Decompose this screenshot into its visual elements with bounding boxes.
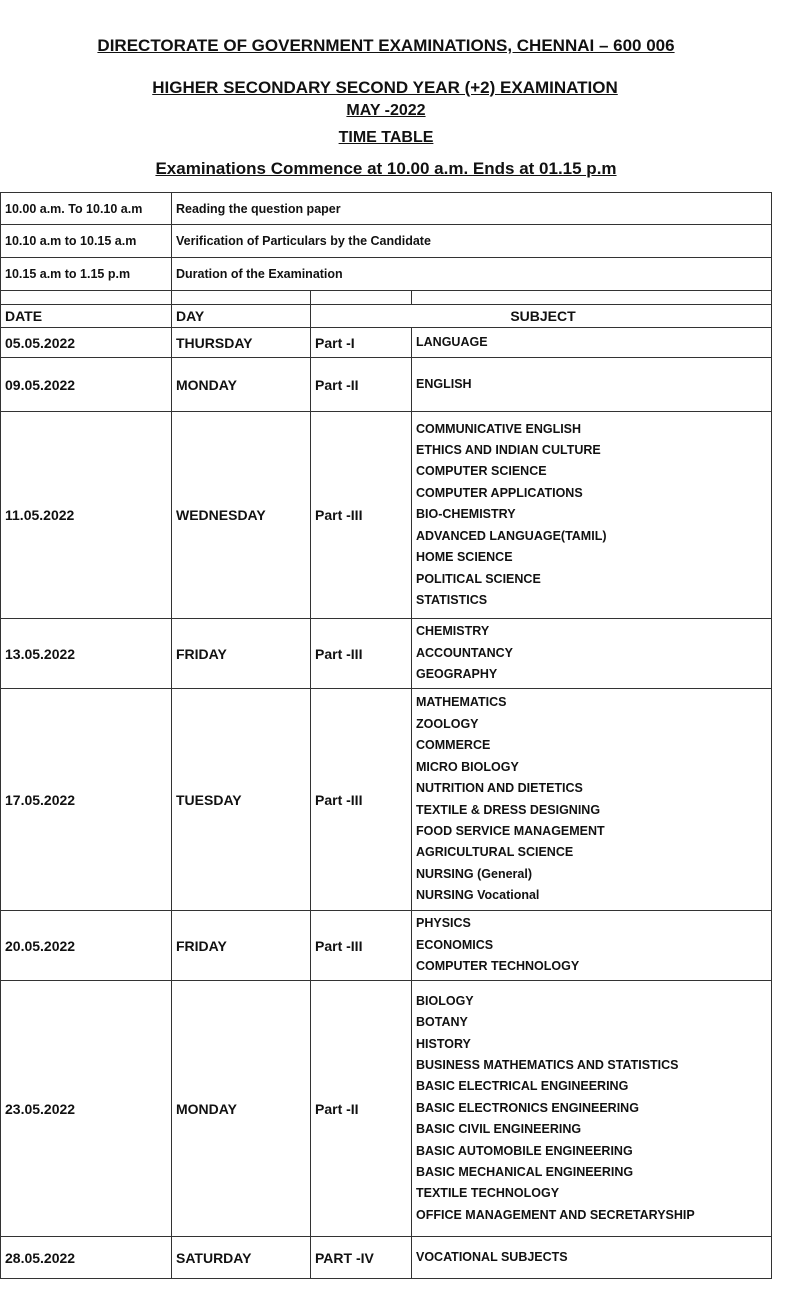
spacer-row [1, 291, 772, 305]
exam-day: FRIDAY [172, 911, 311, 981]
subject-name: NURSING (General) [416, 866, 532, 881]
time-table-title: TIME TABLE [338, 129, 434, 146]
subject-name: HISTORY [416, 1036, 471, 1051]
subject-name: BASIC ELECTRICAL ENGINEERING [416, 1079, 629, 1094]
exam-part: Part -III [311, 412, 412, 619]
subject-name: POLITICAL SCIENCE [416, 571, 541, 586]
schedule-row [1, 1237, 772, 1279]
subject-name: OFFICE MANAGEMENT AND SECRETARYSHIP [416, 1207, 695, 1222]
exam-date: 23.05.2022 [1, 981, 172, 1237]
time-slot-row [1, 193, 772, 225]
subject-name: BASIC MECHANICAL ENGINEERING [416, 1165, 634, 1180]
subject-name: STATISTICS [416, 592, 488, 607]
subject-name: FOOD SERVICE MANAGEMENT [416, 823, 605, 838]
subject-name: TEXTILE & DRESS DESIGNING [416, 802, 601, 817]
exam-part: Part -III [311, 911, 412, 981]
exam-part: Part -I [311, 328, 412, 358]
exam-day: THURSDAY [172, 328, 311, 358]
exam-part: Part -II [311, 981, 412, 1237]
schedule-body [1, 328, 772, 1279]
subject-name: LANGUAGE [416, 334, 488, 349]
subject-name: GEOGRAPHY [416, 667, 498, 682]
session-heading: MAY -2022 [346, 102, 426, 119]
subject-name: TEXTILE TECHNOLOGY [416, 1186, 560, 1201]
exam-timing-heading: Examinations Commence at 10.00 a.m. Ends at 01.15 p.m [155, 159, 617, 178]
time-slot-activity: Verification of Particulars by the Candidate [172, 225, 772, 258]
exam-subjects [412, 412, 772, 619]
subject-name: BASIC AUTOMOBILE ENGINEERING [416, 1143, 633, 1158]
subject-name: COMPUTER TECHNOLOGY [416, 959, 580, 974]
subject-name: ENGLISH [416, 376, 472, 391]
subject-name: PHYSICS [416, 916, 471, 931]
exam-part: Part -III [311, 619, 412, 689]
schedule-row [1, 328, 772, 358]
exam-day: SATURDAY [172, 1237, 311, 1279]
exam-part: PART -IV [311, 1237, 412, 1279]
schedule-row [1, 412, 772, 619]
exam-day: FRIDAY [172, 619, 311, 689]
subject-name: BIO-CHEMISTRY [416, 507, 516, 522]
exam-day: MONDAY [172, 358, 311, 412]
exam-subjects [412, 689, 772, 911]
schedule-row [1, 981, 772, 1237]
subject-name: COMPUTER APPLICATIONS [416, 485, 583, 500]
exam-date: 17.05.2022 [1, 689, 172, 911]
exam-date: 20.05.2022 [1, 911, 172, 981]
subject-name: CHEMISTRY [416, 624, 490, 639]
schedule-row [1, 358, 772, 412]
schedule-row [1, 619, 772, 689]
subject-name: BOTANY [416, 1015, 468, 1030]
time-slot-time: 10.00 a.m. To 10.10 a.m [1, 193, 172, 225]
time-slot-row [1, 258, 772, 291]
subject-name: COMMUNICATIVE ENGLISH [416, 421, 582, 436]
subject-name: BASIC ELECTRONICS ENGINEERING [416, 1100, 639, 1115]
time-slot-time: 10.10 a.m to 10.15 a.m [1, 225, 172, 258]
timetable [0, 192, 772, 1279]
subject-name: BUSINESS MATHEMATICS AND STATISTICS [416, 1057, 679, 1072]
exam-subjects [412, 358, 772, 412]
exam-date: 09.05.2022 [1, 358, 172, 412]
subject-name: HOME SCIENCE [416, 550, 513, 565]
exam-subjects [412, 981, 772, 1237]
subject-name: ZOOLOGY [416, 716, 479, 731]
time-slot-time: 10.15 a.m to 1.15 p.m [1, 258, 172, 291]
time-slot-activity: Duration of the Examination [172, 258, 772, 291]
subject-name: MICRO BIOLOGY [416, 759, 519, 774]
subject-name: AGRICULTURAL SCIENCE [416, 845, 574, 860]
subject-name: MATHEMATICS [416, 695, 507, 710]
time-slot-row [1, 225, 772, 258]
subject-name: COMPUTER SCIENCE [416, 464, 547, 479]
directorate-heading: DIRECTORATE OF GOVERNMENT EXAMINATIONS, CHENNAI – 600 006 [97, 36, 675, 55]
exam-subjects [412, 619, 772, 689]
subject-name: BASIC CIVIL ENGINEERING [416, 1122, 582, 1137]
exam-date: 05.05.2022 [1, 328, 172, 358]
column-header-subject: SUBJECT [311, 305, 772, 328]
exam-part: Part -III [311, 689, 412, 911]
time-slot-activity: Reading the question paper [172, 193, 772, 225]
exam-subjects [412, 1237, 772, 1279]
subject-name: NURSING Vocational [416, 888, 540, 903]
exam-heading: HIGHER SECONDARY SECOND YEAR (+2) EXAMINATION [152, 78, 618, 97]
subject-name: NUTRITION AND DIETETICS [416, 781, 583, 796]
exam-part: Part -II [311, 358, 412, 412]
exam-day: WEDNESDAY [172, 412, 311, 619]
exam-subjects [412, 911, 772, 981]
column-header-row [1, 305, 772, 328]
column-header-day: DAY [172, 305, 311, 328]
exam-day: TUESDAY [172, 689, 311, 911]
exam-date: 28.05.2022 [1, 1237, 172, 1279]
exam-day: MONDAY [172, 981, 311, 1237]
exam-subjects [412, 328, 772, 358]
subject-name: BIOLOGY [416, 993, 474, 1008]
subject-name: COMMERCE [416, 738, 491, 753]
schedule-row [1, 911, 772, 981]
subject-name: ETHICS AND INDIAN CULTURE [416, 443, 601, 458]
subject-name: ADVANCED LANGUAGE(TAMIL) [416, 528, 607, 543]
exam-date: 13.05.2022 [1, 619, 172, 689]
subject-name: ACCOUNTANCY [416, 645, 513, 660]
schedule-row [1, 689, 772, 911]
subject-name: ECONOMICS [416, 937, 494, 952]
exam-date: 11.05.2022 [1, 412, 172, 619]
column-header-date: DATE [1, 305, 172, 328]
subject-name: VOCATIONAL SUBJECTS [416, 1249, 568, 1264]
